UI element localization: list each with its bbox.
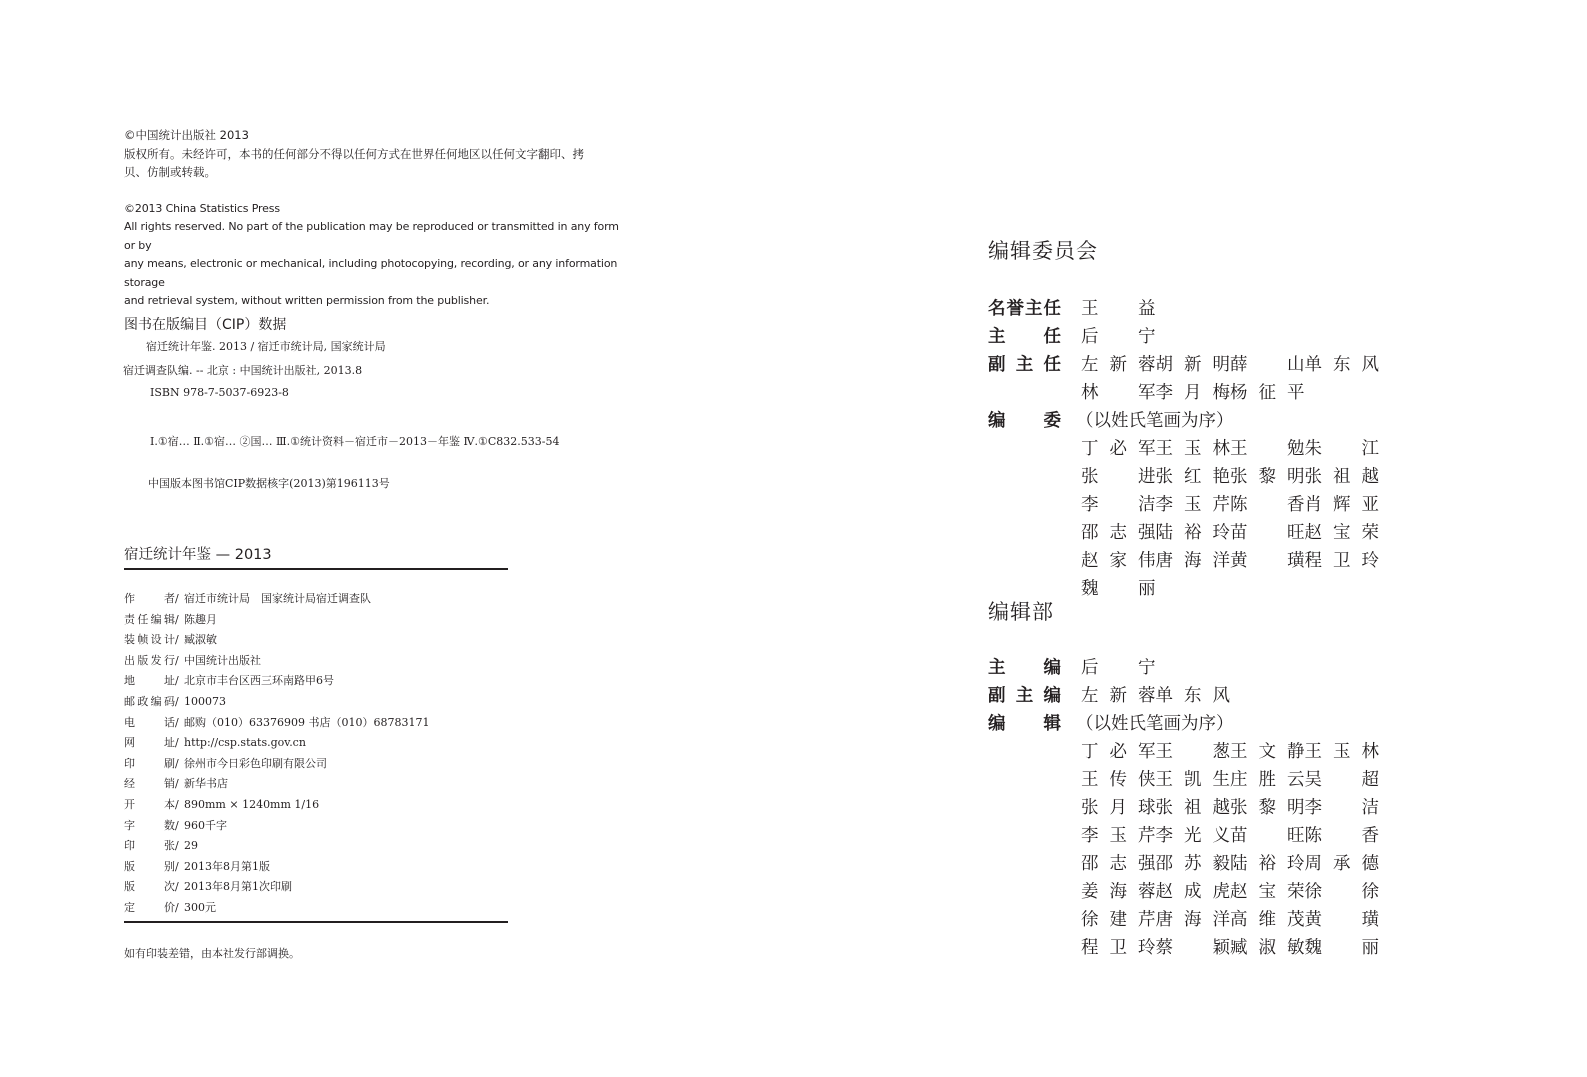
publication-info-row	[124, 630, 429, 651]
person-name: 王 勉	[1230, 439, 1305, 459]
publication-info-label: 邮政编码	[124, 694, 175, 708]
cip-classification: Ⅰ.①宿… Ⅱ.①宿… ②国… Ⅲ.①统计资料－宿迁市－2013－年鉴 Ⅳ.①C832.533-54	[150, 435, 560, 448]
person-name: 苗 旺	[1230, 523, 1305, 543]
ordering-note: （以姓氏笔画为序）	[1076, 411, 1234, 431]
separator-slash: /	[175, 756, 179, 770]
separator-slash: /	[175, 797, 179, 811]
person-name: 王凯生	[1155, 770, 1230, 790]
person-name: 唐海洋	[1155, 910, 1230, 930]
names-continuation	[988, 435, 1448, 603]
person-name: 周承德	[1304, 854, 1379, 874]
cip-record-number: 中国版本图书馆CIP数据核字(2013)第196113号	[148, 477, 390, 490]
person-name: 单东风	[1155, 686, 1230, 706]
person-name: 赵宝荣	[1304, 523, 1379, 543]
publication-info-value: 300元	[184, 900, 216, 914]
publication-info-value: 890mm × 1240mm 1/16	[184, 797, 320, 811]
separator-slash: /	[175, 839, 179, 853]
separator-slash: /	[175, 612, 179, 626]
publication-info-value: 29	[184, 839, 198, 853]
person-name: 薛 山	[1230, 355, 1305, 375]
person-name: 丁必军	[1081, 439, 1156, 459]
publication-info-row	[124, 754, 429, 775]
publication-info-label: 电话	[124, 715, 175, 729]
person-name: 张黎明	[1230, 467, 1305, 487]
publication-info-row	[124, 713, 429, 734]
publication-info-label: 定价	[124, 900, 175, 914]
role-label: 副主任	[988, 355, 1061, 375]
cip-line-1: 宿迁统计年鉴. 2013 / 宿迁市统计局, 国家统计局	[146, 340, 386, 353]
publication-info-label: 作者	[124, 592, 175, 605]
publication-info-label: 装帧设计	[124, 633, 175, 647]
person-name: 张黎明	[1230, 798, 1305, 818]
publication-info-row	[124, 898, 429, 919]
names-list	[1081, 682, 1448, 710]
role-row	[988, 710, 1448, 738]
separator-slash: /	[175, 859, 179, 873]
publication-info-row	[124, 795, 429, 816]
role-row	[988, 654, 1448, 682]
role-label: 编辑	[988, 714, 1061, 734]
person-name: 后 宁	[1081, 327, 1156, 347]
person-name: 程卫玲	[1081, 938, 1156, 958]
editorial-department	[988, 596, 1448, 962]
publication-info-label: 地址	[124, 674, 175, 688]
editorial-committee	[988, 235, 1448, 603]
copyright-en-line: any means, electronic or mechanical, including photocopying, recording, or any information storage	[124, 257, 618, 289]
publication-info-value: 北京市丰台区西三环南路甲6号	[184, 674, 334, 688]
person-name: 李玉芹	[1155, 495, 1230, 515]
person-name: 王传侠	[1081, 770, 1156, 790]
names-continuation	[988, 738, 1448, 962]
person-name: 杨征平	[1230, 383, 1305, 403]
person-name: 赵家伟	[1081, 551, 1156, 571]
names-list	[1076, 710, 1448, 738]
cip-isbn: ISBN 978-7-5037-6923-8	[150, 386, 289, 399]
copyright-en-line: ©2013 China Statistics Press	[124, 201, 280, 215]
person-name: 王 葱	[1155, 742, 1230, 762]
separator-slash: /	[175, 653, 179, 667]
person-name: 陈 香	[1304, 826, 1379, 846]
copyright-block	[124, 126, 624, 311]
separator-slash: /	[175, 880, 179, 894]
committee-title: 编辑委员会	[988, 239, 1098, 263]
publication-info-value: 2013年8月第1版	[184, 859, 270, 873]
publication-info-row	[124, 816, 429, 837]
publication-info	[124, 589, 429, 919]
copyright-cn-line: ©中国统计出版社 2013	[124, 128, 249, 142]
role-label: 主编	[988, 658, 1061, 678]
names-list	[1081, 738, 1448, 962]
separator-slash: /	[175, 777, 179, 791]
person-name: 臧淑敏	[1230, 938, 1305, 958]
person-name: 胡新明	[1155, 355, 1230, 375]
separator-slash: /	[175, 592, 179, 605]
person-name: 肖辉亚	[1304, 495, 1379, 515]
publication-info-label: 出版发行	[124, 653, 175, 667]
cip-line-2: 宿迁调查队编. -- 北京 : 中国统计出版社, 2013.8	[123, 364, 363, 377]
role-row	[988, 323, 1448, 351]
person-name: 张红艳	[1155, 467, 1230, 487]
person-name: 王文静	[1230, 742, 1305, 762]
names-list	[1081, 295, 1448, 323]
cip-heading: 图书在版编目（CIP）数据	[124, 317, 287, 333]
ordering-note: （以姓氏笔画为序）	[1076, 714, 1234, 734]
names-list	[1081, 654, 1448, 682]
publication-info-value: http://csp.stats.gov.cn	[184, 736, 306, 750]
publication-info-value: 臧淑敏	[184, 633, 217, 647]
publication-info-label: 开本	[124, 797, 175, 811]
person-name: 后 宁	[1081, 658, 1156, 678]
publication-info-label: 印张	[124, 839, 175, 853]
separator-slash: /	[175, 633, 179, 647]
person-name: 程卫玲	[1304, 551, 1379, 571]
person-name: 高维茂	[1230, 910, 1305, 930]
person-name: 朱 江	[1304, 439, 1379, 459]
copyright-english	[124, 200, 624, 311]
person-name: 王玉林	[1304, 742, 1379, 762]
role-row	[988, 351, 1448, 407]
publication-info-value: 中国统计出版社	[184, 653, 261, 667]
publication-info-label: 版别	[124, 859, 175, 873]
role-label: 编委	[988, 411, 1061, 431]
publication-info-value: 陈趣月	[184, 612, 217, 626]
person-name: 张月球	[1081, 798, 1156, 818]
publication-info-row	[124, 836, 429, 857]
publication-info-label: 经销	[124, 777, 175, 791]
person-name: 吴 超	[1304, 770, 1379, 790]
person-name: 赵宝荣	[1230, 882, 1305, 902]
publication-info-row	[124, 610, 429, 631]
divider-top	[124, 568, 508, 570]
publication-info-row	[124, 692, 429, 713]
publication-info-row	[124, 877, 429, 898]
separator-slash: /	[175, 900, 179, 914]
person-name: 姜海蓉	[1081, 882, 1156, 902]
names-list	[1081, 351, 1448, 407]
person-name: 林 军	[1081, 383, 1156, 403]
publication-info-label: 版次	[124, 880, 175, 894]
person-name: 邵志强	[1081, 523, 1156, 543]
names-list	[1081, 323, 1448, 351]
publication-info-row	[124, 857, 429, 878]
publication-info-row	[124, 651, 429, 672]
names-list	[1081, 435, 1448, 603]
department-roles	[988, 654, 1448, 962]
copyright-cn-line: 版权所有。未经许可，本书的任何部分不得以任何方式在世界任何地区以任何文字翻印、拷	[124, 146, 584, 161]
person-name: 李玉芹	[1081, 826, 1156, 846]
person-name: 邵苏毅	[1155, 854, 1230, 874]
person-name: 黄 璜	[1304, 910, 1379, 930]
publication-info-row	[124, 589, 429, 610]
separator-slash: /	[175, 818, 179, 832]
copyright-chinese	[124, 126, 624, 182]
person-name: 徐建芹	[1081, 910, 1156, 930]
printing-notice: 如有印装差错，由本社发行部调换。	[124, 947, 300, 960]
copyright-en-line: All rights reserved. No part of the publication may be reproduced or transmitted in any form or by	[124, 220, 619, 252]
person-name: 张祖越	[1304, 467, 1379, 487]
person-name: 陈 香	[1230, 495, 1305, 515]
person-name: 庄胜云	[1230, 770, 1305, 790]
person-name: 李 洁	[1304, 798, 1379, 818]
person-name: 唐海洋	[1155, 551, 1230, 571]
publication-info-value: 960千字	[184, 818, 227, 832]
publication-info-row	[124, 774, 429, 795]
person-name: 黄 璜	[1230, 551, 1305, 571]
department-title: 编辑部	[988, 600, 1054, 624]
person-name: 张 进	[1081, 467, 1156, 487]
copyright-en-line: and retrieval system, without written permission from the publisher.	[124, 294, 490, 307]
person-name: 陆裕玲	[1155, 523, 1230, 543]
role-label: 主任	[988, 327, 1061, 347]
separator-slash: /	[175, 715, 179, 729]
person-name: 左新蓉	[1081, 355, 1156, 375]
person-name: 陆裕玲	[1230, 854, 1305, 874]
role-row	[988, 295, 1448, 323]
person-name: 王 益	[1081, 299, 1156, 319]
person-name: 徐 徐	[1304, 882, 1379, 902]
publication-info-value: 100073	[184, 694, 226, 708]
person-name: 蔡 颖	[1155, 938, 1230, 958]
publication-info-value: 徐州市今日彩色印刷有限公司	[184, 756, 327, 770]
person-name: 张祖越	[1155, 798, 1230, 818]
person-name: 单东风	[1304, 355, 1379, 375]
publication-info-row	[124, 733, 429, 754]
separator-slash: /	[175, 694, 179, 708]
publication-info-value: 2013年8月第1次印刷	[184, 880, 292, 894]
committee-roles	[988, 295, 1448, 603]
person-name: 赵成虎	[1155, 882, 1230, 902]
publication-info-label: 印刷	[124, 756, 175, 770]
role-row	[988, 407, 1448, 435]
publication-info-label: 责任编辑	[124, 612, 175, 626]
person-name: 李 洁	[1081, 495, 1156, 515]
role-label: 副主编	[988, 686, 1061, 706]
person-name: 李光义	[1155, 826, 1230, 846]
person-name: 丁必军	[1081, 742, 1156, 762]
publication-info-label: 字数	[124, 818, 175, 832]
names-list	[1076, 407, 1448, 435]
person-name: 李月梅	[1155, 383, 1230, 403]
separator-slash: /	[175, 736, 179, 750]
publication-info-value: 新华书店	[184, 777, 228, 791]
role-row	[988, 682, 1448, 710]
publication-info-value: 宿迁市统计局 国家统计局宿迁调查队	[184, 592, 371, 605]
publication-info-row	[124, 671, 429, 692]
person-name: 王玉林	[1155, 439, 1230, 459]
person-name: 魏 丽	[1081, 579, 1156, 599]
person-name: 魏 丽	[1304, 938, 1379, 958]
divider-bottom	[124, 921, 508, 923]
person-name: 苗 旺	[1230, 826, 1305, 846]
publication-info-label: 网址	[124, 736, 175, 750]
copyright-cn-line: 贝、仿制或转载。	[124, 165, 216, 179]
person-name: 左新蓉	[1081, 686, 1156, 706]
person-name: 邵志强	[1081, 854, 1156, 874]
book-title: 宿迁统计年鉴 — 2013	[124, 547, 272, 563]
role-label: 名誉主任	[988, 299, 1061, 319]
publication-info-value: 邮购（010）63376909 书店（010）68783171	[184, 715, 430, 729]
separator-slash: /	[175, 674, 179, 688]
